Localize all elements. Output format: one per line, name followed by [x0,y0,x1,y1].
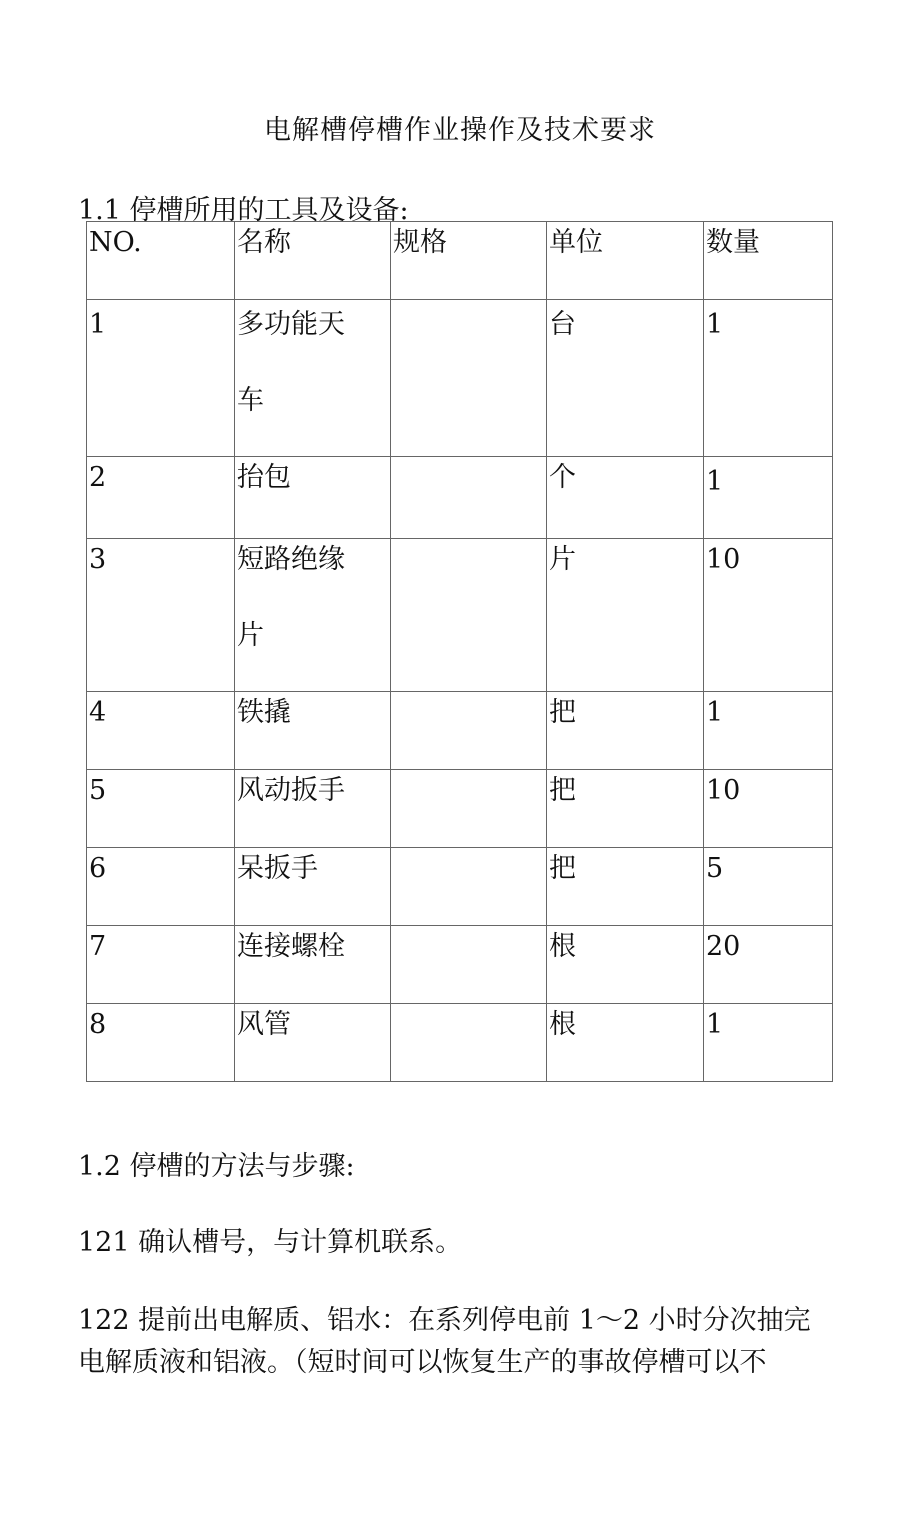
table-cell-name: 风管 [235,1004,391,1082]
table-cell-qty: 1 [704,457,833,539]
table-cell-qty: 10 [704,770,833,848]
table-header-cell: 名称 [235,222,391,300]
step-122-line-1: 122 提前出电解质、铝水：在系列停电前 1〜2 小时分次抽完 [78,1305,811,1336]
table-cell-name: 铁撬 [235,692,391,770]
name-line: 多功能天 [237,309,345,340]
table-cell-qty: 10 [704,539,833,692]
table-header-cell: 单位 [547,222,704,300]
table-cell-no: 5 [87,770,235,848]
table-cell-no: 2 [87,457,235,539]
table-header-row [87,222,833,300]
table-cell-qty: 1 [704,1004,833,1082]
table-cell-no: 7 [87,926,235,1004]
table-cell-spec [391,300,547,457]
table-header-cell: 数量 [704,222,833,300]
table-cell-unit: 把 [547,770,704,848]
table-header-cell: NO. [87,222,235,300]
section-heading-1-2: 1.2 停槽的方法与步骤: [78,1151,355,1182]
table-row [87,1004,833,1082]
table-cell-name: 呆扳手 [235,848,391,926]
step-121: 121 确认槽号，与计算机联系。 [78,1227,463,1258]
table-cell-qty: 5 [704,848,833,926]
table-cell-name: 连接螺栓 [235,926,391,1004]
table-cell-no: 6 [87,848,235,926]
table-row [87,692,833,770]
table-cell-unit: 把 [547,848,704,926]
table-cell-qty: 1 [704,692,833,770]
table-cell-name: 抬包 [235,457,391,539]
table-cell-spec [391,1004,547,1082]
table-cell-spec [391,926,547,1004]
table-row [87,539,833,692]
table-cell-no: 1 [87,300,235,457]
table-cell-spec [391,770,547,848]
table-cell-name [235,300,391,457]
name-line: 片 [237,620,264,651]
table-cell-qty: 20 [704,926,833,1004]
table-cell-no: 8 [87,1004,235,1082]
table-cell-spec [391,539,547,692]
name-line: 车 [237,385,264,416]
table-cell-qty: 1 [704,300,833,457]
section-heading-1-1: 1.1 停槽所用的工具及设备: [78,195,409,226]
table-cell-unit: 片 [547,539,704,692]
table-row [87,848,833,926]
table-cell-no: 3 [87,539,235,692]
table-cell-no: 4 [87,692,235,770]
table-cell-name [235,539,391,692]
table-header-cell: 规格 [391,222,547,300]
table-cell-unit: 把 [547,692,704,770]
table-cell-unit: 根 [547,1004,704,1082]
table-cell-name: 风动扳手 [235,770,391,848]
table-row [87,457,833,539]
table-cell-unit: 台 [547,300,704,457]
table-cell-spec [391,848,547,926]
table-cell-unit: 个 [547,457,704,539]
tools-table [86,221,833,1082]
table-cell-spec [391,457,547,539]
page-title: 电解槽停槽作业操作及技术要求 [264,115,656,146]
name-line: 短路绝缘 [237,544,345,575]
table-cell-spec [391,692,547,770]
step-122-line-2: 电解质液和铝液。（短时间可以恢复生产的事故停槽可以不 [78,1347,767,1378]
table-row [87,926,833,1004]
table-row [87,300,833,457]
table-cell-unit: 根 [547,926,704,1004]
table-row [87,770,833,848]
